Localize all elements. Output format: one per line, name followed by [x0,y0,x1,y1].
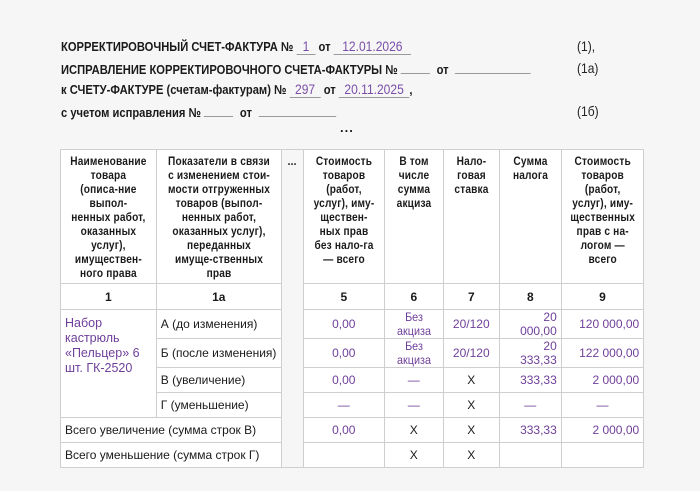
header-row [61,150,644,284]
cell-cost-with-tax: 122 000,00 [561,339,643,368]
cell-excise: Х [384,418,443,443]
cell-excise: Без акциза [384,310,443,339]
row-label: А (до изменения) [156,310,281,339]
from-label: от [436,61,449,77]
cell-tax-rate: 20/120 [443,310,499,339]
cell-cost-with-tax: 2 000,00 [561,418,643,443]
col-header-name: Наименование товара (описа-ние выпол-ненных работ, оказанных услуг), имуществен-ного права [61,150,157,284]
header-line-3 [61,79,543,101]
ref-label: (1а) [577,59,599,76]
col-num-9: 9 [561,284,643,310]
from-label: от [239,104,252,120]
cell-cost-with-tax: 120 000,00 [561,310,643,339]
total-increase-row [61,418,644,443]
total-label: Всего уменьшение (сумма строк Г) [61,443,282,468]
from-label: от [323,82,336,97]
col-num-1a: 1а [156,284,281,310]
col-num-6: 6 [384,284,443,310]
row-label: Г (уменьшение) [156,393,281,418]
to-invoice-title: к СЧЕТУ-ФАКТУРЕ (счетам-фактурам) № [61,82,287,97]
col-header-cost-with-tax: Стоимость товаров (работ, услуг), иму-щественных прав с на-логом — всего [561,150,643,284]
cell-cost-without-tax: 0,00 [303,310,384,339]
cell-tax-rate: Х [443,393,499,418]
col-num-7: 7 [443,284,499,310]
cell-cost-without-tax: 0,00 [303,418,384,443]
invoice-table [60,149,644,468]
total-decrease-row [61,443,644,468]
from-label: от [318,39,331,54]
row-label: Б (после изменения) [156,339,281,368]
cell-cost-with-tax: — [561,393,643,418]
to-invoice-date-field: 20.11.2025 [339,82,410,98]
cell-excise: — [384,393,443,418]
cell-cost-without-tax: 0,00 [303,339,384,368]
cell-tax-rate: 20/120 [443,339,499,368]
col-header-tax-amount: Сумма налога [499,150,561,284]
column-number-row [61,284,644,310]
col-num-8: 8 [499,284,561,310]
cell-tax-amount: 20 333,33 [499,339,561,368]
cell-cost-without-tax: 0,00 [303,368,384,393]
col-num-5: 5 [303,284,384,310]
to-invoice-number-field: 297 [290,82,321,98]
item-name: Набор кастрюль «Пельцер» 6 шт. ГК-2520 [61,310,157,418]
col-header-tax-rate: Нало-говая ставка [443,150,499,284]
table-row-a [61,310,644,339]
header-line-2 [61,58,599,80]
with-correction-title: с учетом исправления № [61,104,202,120]
cell-tax-rate: Х [443,368,499,393]
invoice-title: КОРРЕКТИРОВОЧНЫЙ СЧЕТ-ФАКТУРА № [61,39,294,54]
header-line-1 [61,36,596,58]
omission-ellipsis: ... [340,120,354,135]
cell-tax-amount: — [499,393,561,418]
cell-excise: Х [384,443,443,468]
comma: , [409,82,413,97]
ref-label: (1), [577,38,596,54]
cell-tax-rate: Х [443,443,499,468]
document-header [61,36,599,122]
col-header-cost-without-tax: Стоимость товаров (работ, услуг), иму-ществен-ных прав без нало-га — всего [303,150,384,284]
cell-tax-amount: 333,33 [499,368,561,393]
correction-date-field [455,58,531,74]
cell-tax-rate: Х [443,418,499,443]
header-line-4 [61,101,599,123]
col-header-indicators: Показатели в связи с изменением стои-мости отгруженных товаров (выпол-ненных работ, оказанных услуг), переданных имуще-ственных прав [156,150,281,284]
cell-cost-with-tax [561,443,643,468]
total-label: Всего увеличение (сумма строк В) [61,418,282,443]
col-omitted: ... [281,150,303,468]
row-label: В (увеличение) [156,368,281,393]
correction-number-field [401,58,430,74]
invoice-number-field: 1 [296,39,315,55]
with-correction-number-field [204,101,233,117]
cell-excise: — [384,368,443,393]
col-header-excise: В том числе сумма акциза [384,150,443,284]
cell-cost-without-tax: — [303,393,384,418]
invoice-date-field: 12.01.2026 [334,39,411,55]
cell-excise: Без акциза [384,339,443,368]
col-num-1: 1 [61,284,157,310]
cell-cost-with-tax: 2 000,00 [561,368,643,393]
cell-tax-amount: 333,33 [499,418,561,443]
cell-tax-amount: 20 000,00 [499,310,561,339]
correction-title: ИСПРАВЛЕНИЕ КОРРЕКТИРОВОЧНОГО СЧЕТА-ФАКТУРЫ № [61,61,398,77]
ref-label: (1б) [577,102,599,119]
cell-tax-amount [499,443,561,468]
cell-cost-without-tax [303,443,384,468]
with-correction-date-field [259,101,336,117]
